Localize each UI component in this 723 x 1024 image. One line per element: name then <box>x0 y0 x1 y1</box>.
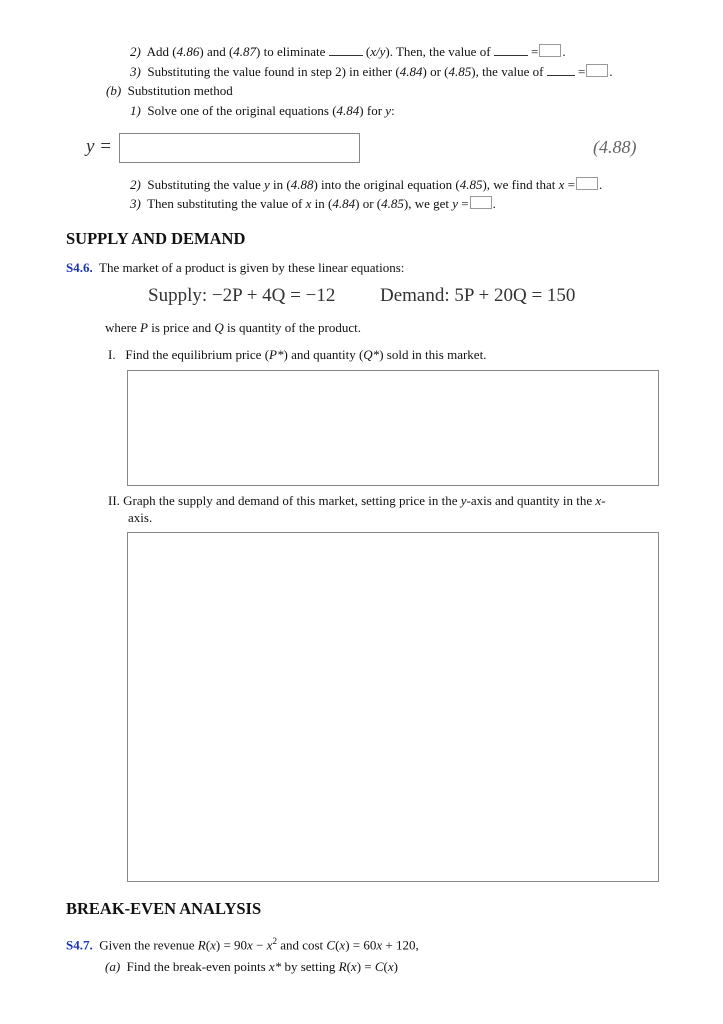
step-number: 2) <box>130 177 141 192</box>
text: and cost <box>276 937 324 953</box>
variable: R <box>197 937 206 953</box>
variable: y <box>460 493 467 508</box>
y-expression-input[interactable] <box>119 133 360 163</box>
question-text: The market of a product is given by these linear equations: <box>99 260 405 275</box>
text: − <box>252 937 267 953</box>
equation-ref: 4.87 <box>233 44 257 59</box>
step-text: Substituting the value <box>147 177 261 192</box>
text: Graph the supply and demand of this market, setting price in the <box>123 493 458 508</box>
variable: C <box>374 959 384 974</box>
variable: P* <box>269 347 284 362</box>
variable: y <box>452 196 459 211</box>
variable: x <box>339 937 346 953</box>
step-number: 1) <box>130 103 141 118</box>
equals-sign: = <box>461 196 469 211</box>
step-text: ) or ( <box>422 64 449 79</box>
text: ) and quantity ( <box>283 347 364 362</box>
colon: : <box>391 103 395 118</box>
part-label: (a) <box>105 959 121 974</box>
step-text: in ( <box>314 196 333 211</box>
text: Given the revenue <box>99 937 195 953</box>
text: is quantity of the product. <box>227 320 361 335</box>
equation-ref: 4.84 <box>332 196 356 211</box>
equals-sign: = <box>567 177 575 192</box>
step-text: in ( <box>273 177 291 192</box>
step-text: ( <box>365 44 371 59</box>
method-title: Substitution method <box>127 83 233 98</box>
text: Find the break-even points <box>126 959 266 974</box>
equation-ref: 4.86 <box>176 44 200 59</box>
answer-input-box[interactable] <box>586 64 608 77</box>
question-number: S4.7. <box>66 937 93 953</box>
text: ( <box>205 937 211 953</box>
section-heading-break-even: BREAK-EVEN ANALYSIS <box>66 899 262 918</box>
text: -axis and quantity in the <box>466 493 593 508</box>
xy-choice: x/y <box>370 44 386 59</box>
supply-equation: Supply: −2P + 4Q = −12 <box>148 285 336 306</box>
step-number: 2) <box>130 44 141 59</box>
step-number: 3) <box>130 196 141 211</box>
variable: Q* <box>363 347 380 362</box>
period: . <box>609 64 613 79</box>
step-text: ), the value of <box>471 64 544 79</box>
substitution-step-1 <box>130 103 395 119</box>
equation-ref: 4.84 <box>336 103 360 118</box>
step-text: ) or ( <box>355 196 382 211</box>
equation-ref: 4.84 <box>399 64 423 79</box>
elimination-step-3 <box>130 64 613 80</box>
part-label: (b) <box>106 83 122 98</box>
variable: C <box>326 937 336 953</box>
exponent: 2 <box>272 936 277 946</box>
text: ) sold in this market. <box>379 347 487 362</box>
variable: P <box>140 320 148 335</box>
step-text: Add ( <box>146 44 177 59</box>
question-number: S4.6. <box>66 260 93 275</box>
part-number: I. <box>108 347 116 362</box>
step-text: ), we get <box>403 196 449 211</box>
text: Find the equilibrium price ( <box>125 347 270 362</box>
variable: x <box>305 196 312 211</box>
step-number: 3) <box>130 64 141 79</box>
part-2 <box>108 493 606 509</box>
equation-lhs: y = <box>86 136 113 157</box>
equation-ref: 4.85 <box>381 196 404 211</box>
equilibrium-answer-box[interactable] <box>127 370 659 486</box>
part-a: (a) Find the break-even points x* by setting R(x) = C(x) <box>105 959 399 974</box>
substitution-step-2 <box>130 177 602 193</box>
period: . <box>492 196 496 211</box>
text: ( <box>335 937 340 953</box>
equals-sign: = <box>531 44 539 59</box>
step-text: ), we find that <box>482 177 556 192</box>
y-answer-box[interactable] <box>470 196 492 209</box>
question-s4-6 <box>66 260 404 276</box>
equation-label: (4.88) <box>593 137 637 157</box>
fill-blank[interactable] <box>494 44 528 56</box>
x-answer-box[interactable] <box>576 177 598 190</box>
text: by setting <box>284 959 336 974</box>
equals-sign: = <box>577 64 586 79</box>
step-text: ) to eliminate <box>256 44 326 59</box>
question-s4-7 <box>66 933 419 953</box>
text: ) = <box>356 959 372 974</box>
text: where <box>105 320 137 335</box>
text: ) = 90 <box>215 937 248 953</box>
variable: x* <box>268 959 282 974</box>
variable-definition <box>105 320 361 336</box>
part-number: II. <box>108 493 120 508</box>
variable: x <box>266 937 273 953</box>
text: - <box>601 493 606 508</box>
step-text: ) for <box>359 103 383 118</box>
fill-blank[interactable] <box>547 64 575 76</box>
graph-answer-box[interactable] <box>127 532 659 882</box>
step-text: ). Then, the value of <box>385 44 491 59</box>
variable: x <box>350 959 357 974</box>
variable: y <box>385 103 392 118</box>
equation-ref: 4.85 <box>448 64 472 79</box>
variable: R <box>338 959 347 974</box>
variable: x <box>376 937 383 953</box>
variable: x <box>558 177 565 192</box>
substitution-step-3 <box>130 196 496 212</box>
part-2-continued: axis. <box>128 510 153 525</box>
equation-ref: 4.85 <box>459 177 483 192</box>
variable: x <box>595 493 602 508</box>
variable: y <box>263 177 270 192</box>
step-text: Solve one of the original equations ( <box>147 103 337 118</box>
variable: x <box>387 959 394 974</box>
text: is price and <box>151 320 212 335</box>
fill-blank[interactable] <box>329 44 363 56</box>
variable: x <box>247 937 253 953</box>
period: . <box>562 44 566 59</box>
variable: x <box>210 937 216 953</box>
demand-equation: Demand: 5P + 20Q = 150 <box>380 285 576 306</box>
step-text: ) and ( <box>199 44 234 59</box>
equation-ref: 4.88 <box>290 177 314 192</box>
elimination-step-2 <box>130 44 566 60</box>
text: ) = 60 <box>345 937 377 953</box>
variable: Q <box>214 320 224 335</box>
part-1 <box>108 347 486 363</box>
text: + 120, <box>382 937 419 953</box>
step-text: Then substituting the value of <box>147 196 303 211</box>
step-text: ) into the original equation ( <box>313 177 460 192</box>
section-heading-supply-demand: SUPPLY AND DEMAND <box>66 229 246 248</box>
period: . <box>598 177 603 192</box>
step-text: Substituting the value found in step 2) in either ( <box>147 64 400 79</box>
answer-input-box[interactable] <box>539 44 561 57</box>
substitution-method-heading <box>106 83 233 99</box>
